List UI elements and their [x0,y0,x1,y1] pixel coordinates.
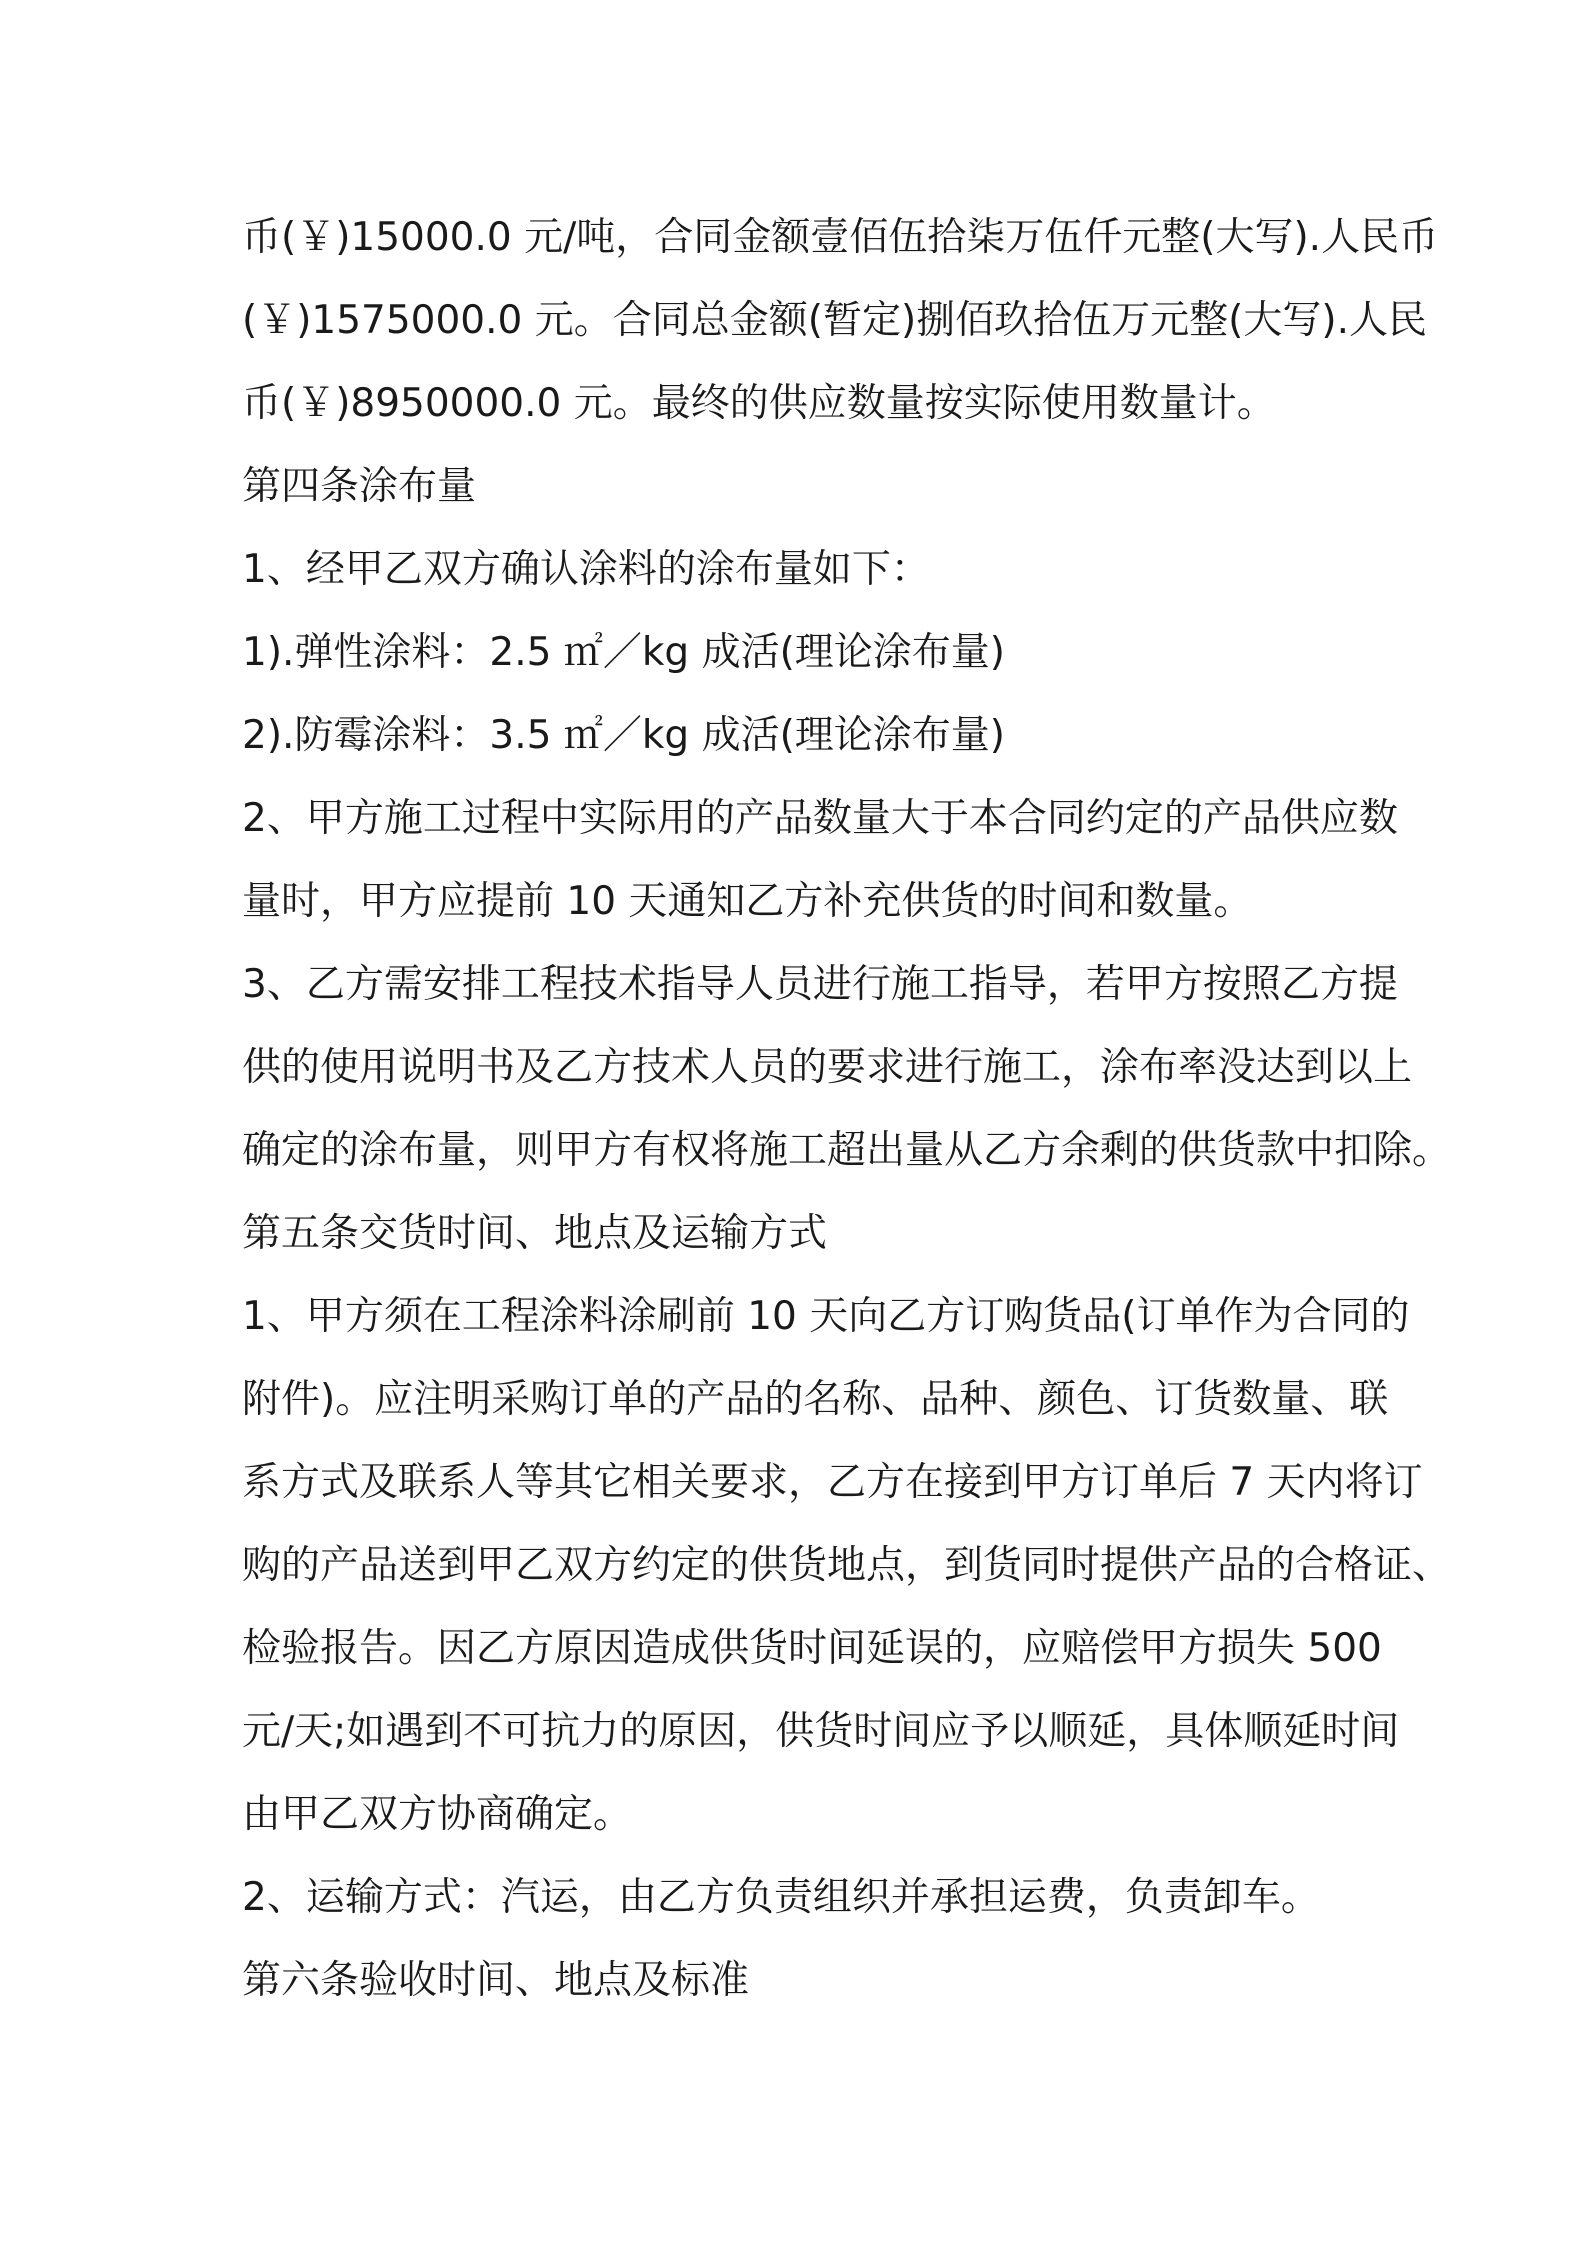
text-line: 系方式及联系人等其它相关要求，乙方在接到甲方订单后 7 天内将订 [242,1460,1423,1505]
document-body [242,196,1452,2022]
text-line: 由甲乙双方协商确定。 [242,1792,633,1837]
text-line: 确定的涂布量，则甲方有权将施工超出量从乙方余剩的供货款中扣除。 [242,1128,1452,1173]
text-line: 附件)。应注明采购订单的产品的名称、品种、颜色、订货数量、联 [242,1377,1389,1422]
section-heading: 第六条验收时间、地点及标准 [242,1958,750,2003]
section-heading: 第四条涂布量 [242,464,477,509]
text-line: 购的产品送到甲乙双方约定的供货地点，到货同时提供产品的合格证、 [242,1543,1452,1588]
text-line: 供的使用说明书及乙方技术人员的要求进行施工，涂布率没达到以上 [242,1045,1413,1090]
text-line: 1、甲方须在工程涂料涂刷前 10 天向乙方订购货品(订单作为合同的 [242,1294,1410,1339]
text-line: 1、经甲乙双方确认涂料的涂布量如下： [242,547,930,592]
text-line: (￥)1575000.0 元。合同总金额(暂定)捌佰玖拾伍万元整(大写).人民 [242,298,1427,343]
text-line: 币(￥)15000.0 元/吨，合同金额壹佰伍拾柒万伍仟元整(大写).人民币 [242,215,1439,260]
text-line: 2、运输方式：汽运，由乙方负责组织并承担运费，负责卸车。 [242,1875,1320,1920]
text-line: 元/天;如遇到不可抗力的原因，供货时间应予以顺延，具体顺延时间 [242,1709,1400,1754]
text-line: 检验报告。因乙方原因造成供货时间延误的，应赔偿甲方损失 500 [242,1626,1382,1671]
text-line: 2、甲方施工过程中实际用的产品数量大于本合同约定的产品供应数 [242,796,1398,841]
section-heading: 第五条交货时间、地点及运输方式 [242,1211,828,1256]
text-line: 1).弹性涂料：2.5 ㎡／kg 成活(理论涂布量) [242,630,1006,675]
text-line: 3、乙方需安排工程技术指导人员进行施工指导，若甲方按照乙方提 [242,962,1398,1007]
text-line: 币(￥)8950000.0 元。最终的供应数量按实际使用数量计。 [242,381,1276,426]
text-line: 2).防霉涂料：3.5 ㎡／kg 成活(理论涂布量) [242,713,1006,758]
text-line: 量时，甲方应提前 10 天通知乙方补充供货的时间和数量。 [242,879,1253,924]
